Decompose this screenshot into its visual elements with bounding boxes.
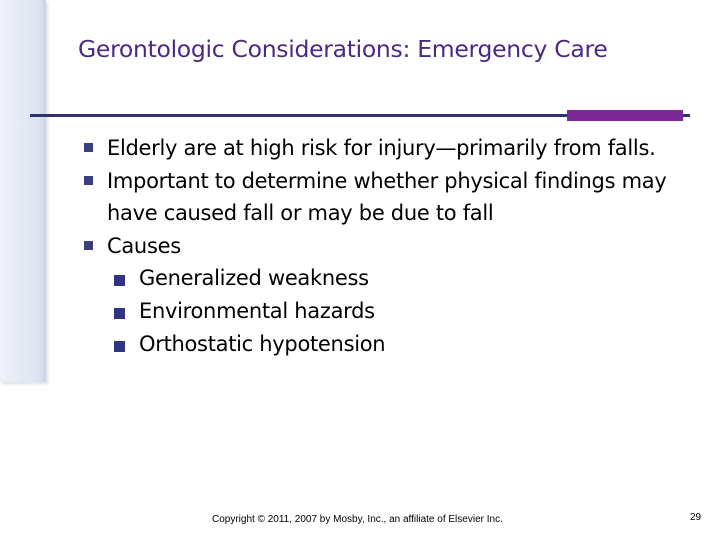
square-bullet-icon [84, 176, 93, 185]
square-sub-bullet-icon [114, 341, 125, 352]
square-sub-bullet-icon [114, 275, 125, 286]
page-number: 29 [690, 512, 702, 523]
slide-title: Gerontologic Considerations: Emergency Care [78, 35, 608, 63]
decorative-side-bar [0, 0, 46, 382]
bullet-text: Elderly are at high risk for injury—primarily from falls. [107, 136, 656, 160]
sub-bullet-item [114, 328, 694, 361]
sub-bullet-item [114, 295, 694, 328]
sub-bullet-text: Orthostatic hypotension [139, 332, 386, 356]
sub-bullet-text: Generalized weakness [139, 266, 369, 290]
square-bullet-icon [84, 143, 93, 152]
bullet-item [84, 165, 694, 230]
sub-bullet-text: Environmental hazards [139, 299, 375, 323]
square-bullet-icon [84, 241, 93, 250]
bullet-text: Important to determine whether physical findings may have caused fall or may be due to fall [107, 168, 667, 225]
sub-bullet-item [114, 262, 694, 295]
bullet-item [84, 132, 694, 165]
slide-content [84, 132, 694, 361]
bullet-item [84, 230, 694, 263]
copyright-footer: Copyright © 2011, 2007 by Mosby, Inc., an affiliate of Elsevier Inc. [212, 514, 503, 525]
square-sub-bullet-icon [114, 308, 125, 319]
bullet-text: Causes [107, 233, 181, 258]
title-accent-bar [567, 110, 683, 121]
